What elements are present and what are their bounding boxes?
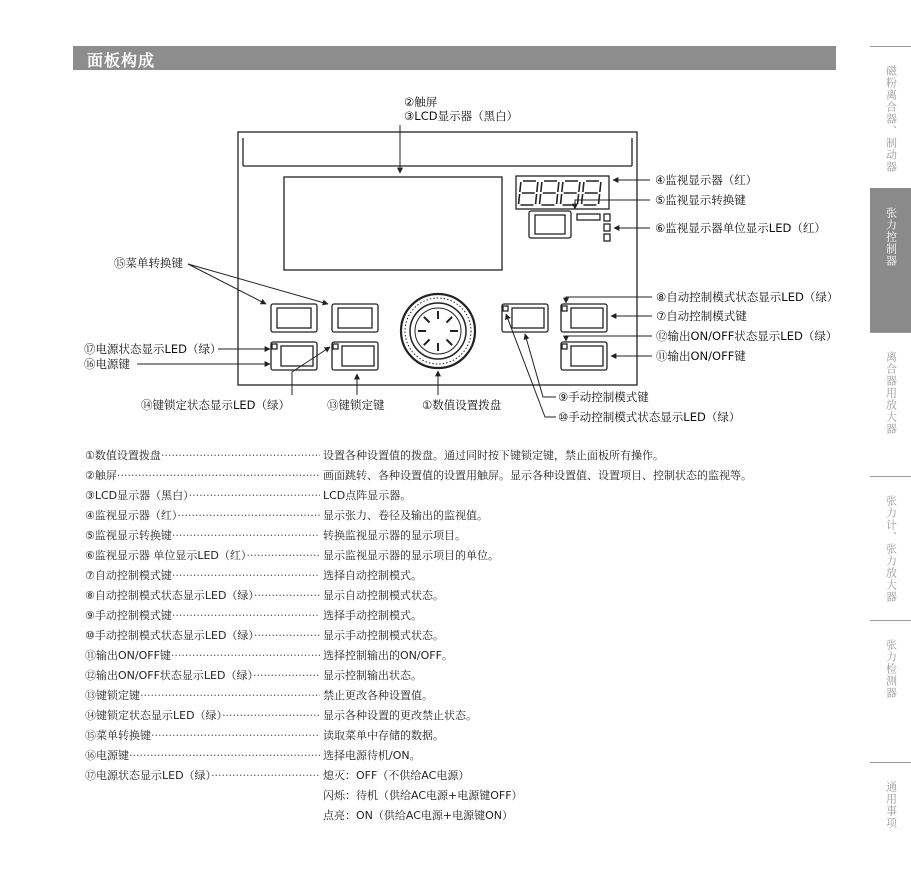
callout-keylock-led: ⑭键锁定状态显示LED（绿） [141,398,291,412]
list-item-continuation: 闪烁：待机（供给AC电源+电源键OFF） [323,789,523,802]
seven-seg-digit [518,181,538,205]
callout-touchscreen: ②触屏 [404,95,438,109]
value-dial [401,294,475,368]
list-item: ⑪输出ON/OFF键 ····· 选择控制输出的ON/OFF。 [85,646,845,666]
unit-led [604,224,610,231]
dial-tick [424,339,430,345]
side-tab-general[interactable]: 通用事项 [870,762,911,890]
list-item: ⑮菜单转换键 ····· 读取菜单中存储的数据。 [85,726,845,746]
side-tab-tension-controller[interactable]: 张力控制器 [870,188,911,333]
callout-power-key: ⑯电源键 [84,357,130,371]
side-tab-clutch-amplifier[interactable]: 离合器用放大器 [870,332,911,477]
side-tab-tension-meter[interactable]: 张力计、张力放大器 [870,476,911,621]
list-item: ④监视显示器（红） ····· 显示张力、卷径及输出的监视值。 [85,506,845,526]
power-led [272,344,277,349]
list-item: ⑧自动控制模式状态显示LED（绿） ····· 显示自动控制模式状态。 [85,586,845,606]
description-list [85,446,845,826]
list-item: ③LCD显示器（黑白） ····· LCD点阵显示器。 [85,486,845,506]
unit-led [604,234,610,241]
callout-output-led: ⑫输出ON/OFF状态显示LED（绿） [656,329,838,343]
seven-seg-digit [539,181,559,205]
list-item: ⑰电源状态显示LED（绿） ····· 熄灭：OFF（不供给AC电源） [85,766,845,786]
callout-output-key: ⑪输出ON/OFF键 [656,349,746,363]
seven-seg-digit [560,181,580,205]
list-item: ⑭键锁定状态显示LED（绿） ····· 显示各种设置的更改禁止状态。 [85,706,845,726]
list-item: ⑩手动控制模式状态显示LED（绿） ····· 显示手动控制模式状态。 [85,626,845,646]
callout-dial: ①数值设置拨盘 [422,398,502,412]
list-item: ⑫输出ON/OFF状态显示LED（绿） ····· 显示控制输出状态。 [85,666,845,686]
callout-manual-led: ⑩手动控制模式状态显示LED（绿） [558,410,741,424]
side-tab-tension-detector[interactable]: 张力检测器 [870,620,911,763]
callout-manual-key: ⑨手动控制模式键 [558,390,649,404]
dial-tick [446,317,452,323]
list-item: ⑯电源键 ····· 选择电源待机/ON。 [85,746,845,766]
side-tab-clutch-brake[interactable]: 磁粉离合器、制动器 [870,46,911,189]
lcd-screen [284,177,502,270]
callout-auto-key: ⑦自动控制模式键 [656,309,747,323]
seven-seg-digit [581,181,601,205]
callout-monitor-switch: ⑤监视显示转换键 [655,193,746,207]
panel-diagram [0,0,911,440]
dial-tick [446,339,452,345]
list-item: ⑬键锁定键 ····· 禁止更改各种设置值。 [85,686,845,706]
callout-menu-key: ⑮菜单转换键 [114,256,183,270]
section-title: 面板构成 [87,51,156,70]
keylock-led [333,344,338,349]
list-item: ⑦自动控制模式键 ····· 选择自动控制模式。 [85,566,845,586]
dial-tick [424,317,430,323]
list-item: ①数值设置拨盘 ····· 设置各种设置值的拨盘。通过同时按下键锁定键，禁止面板所有操作。 [85,446,845,466]
monitor-digits [518,181,601,205]
list-item: ⑤监视显示转换键 ····· 转换监视显示器的显示项目。 [85,526,845,546]
callout-monitor-display: ④监视显示器（红） [655,173,758,187]
callout-lcd: ③LCD显示器（黑白） [404,109,519,123]
callout-unit-led: ⑥监视显示器单位显示LED（红） [655,221,826,235]
list-item: ⑨手动控制模式键 ····· 选择手动控制模式。 [85,606,845,626]
list-item-continuation: 点亮：ON（供给AC电源+电源键ON） [323,809,514,822]
callout-auto-led: ⑧自动控制模式状态显示LED（绿） [656,290,839,304]
list-item: ②触屏 ····· 画面跳转、各种设置值的设置用触屏。显示各种设置值、设置项目、控制状态的监视等。 [85,466,845,486]
list-item: ⑥监视显示器 单位显示LED（红） ····· 显示监视显示器的显示项目的单位。 [85,546,845,566]
callout-power-led: ⑰电源状态显示LED（绿） [84,342,222,356]
unit-led [604,214,610,221]
callout-keylock-key: ⑬键锁定键 [327,398,385,412]
